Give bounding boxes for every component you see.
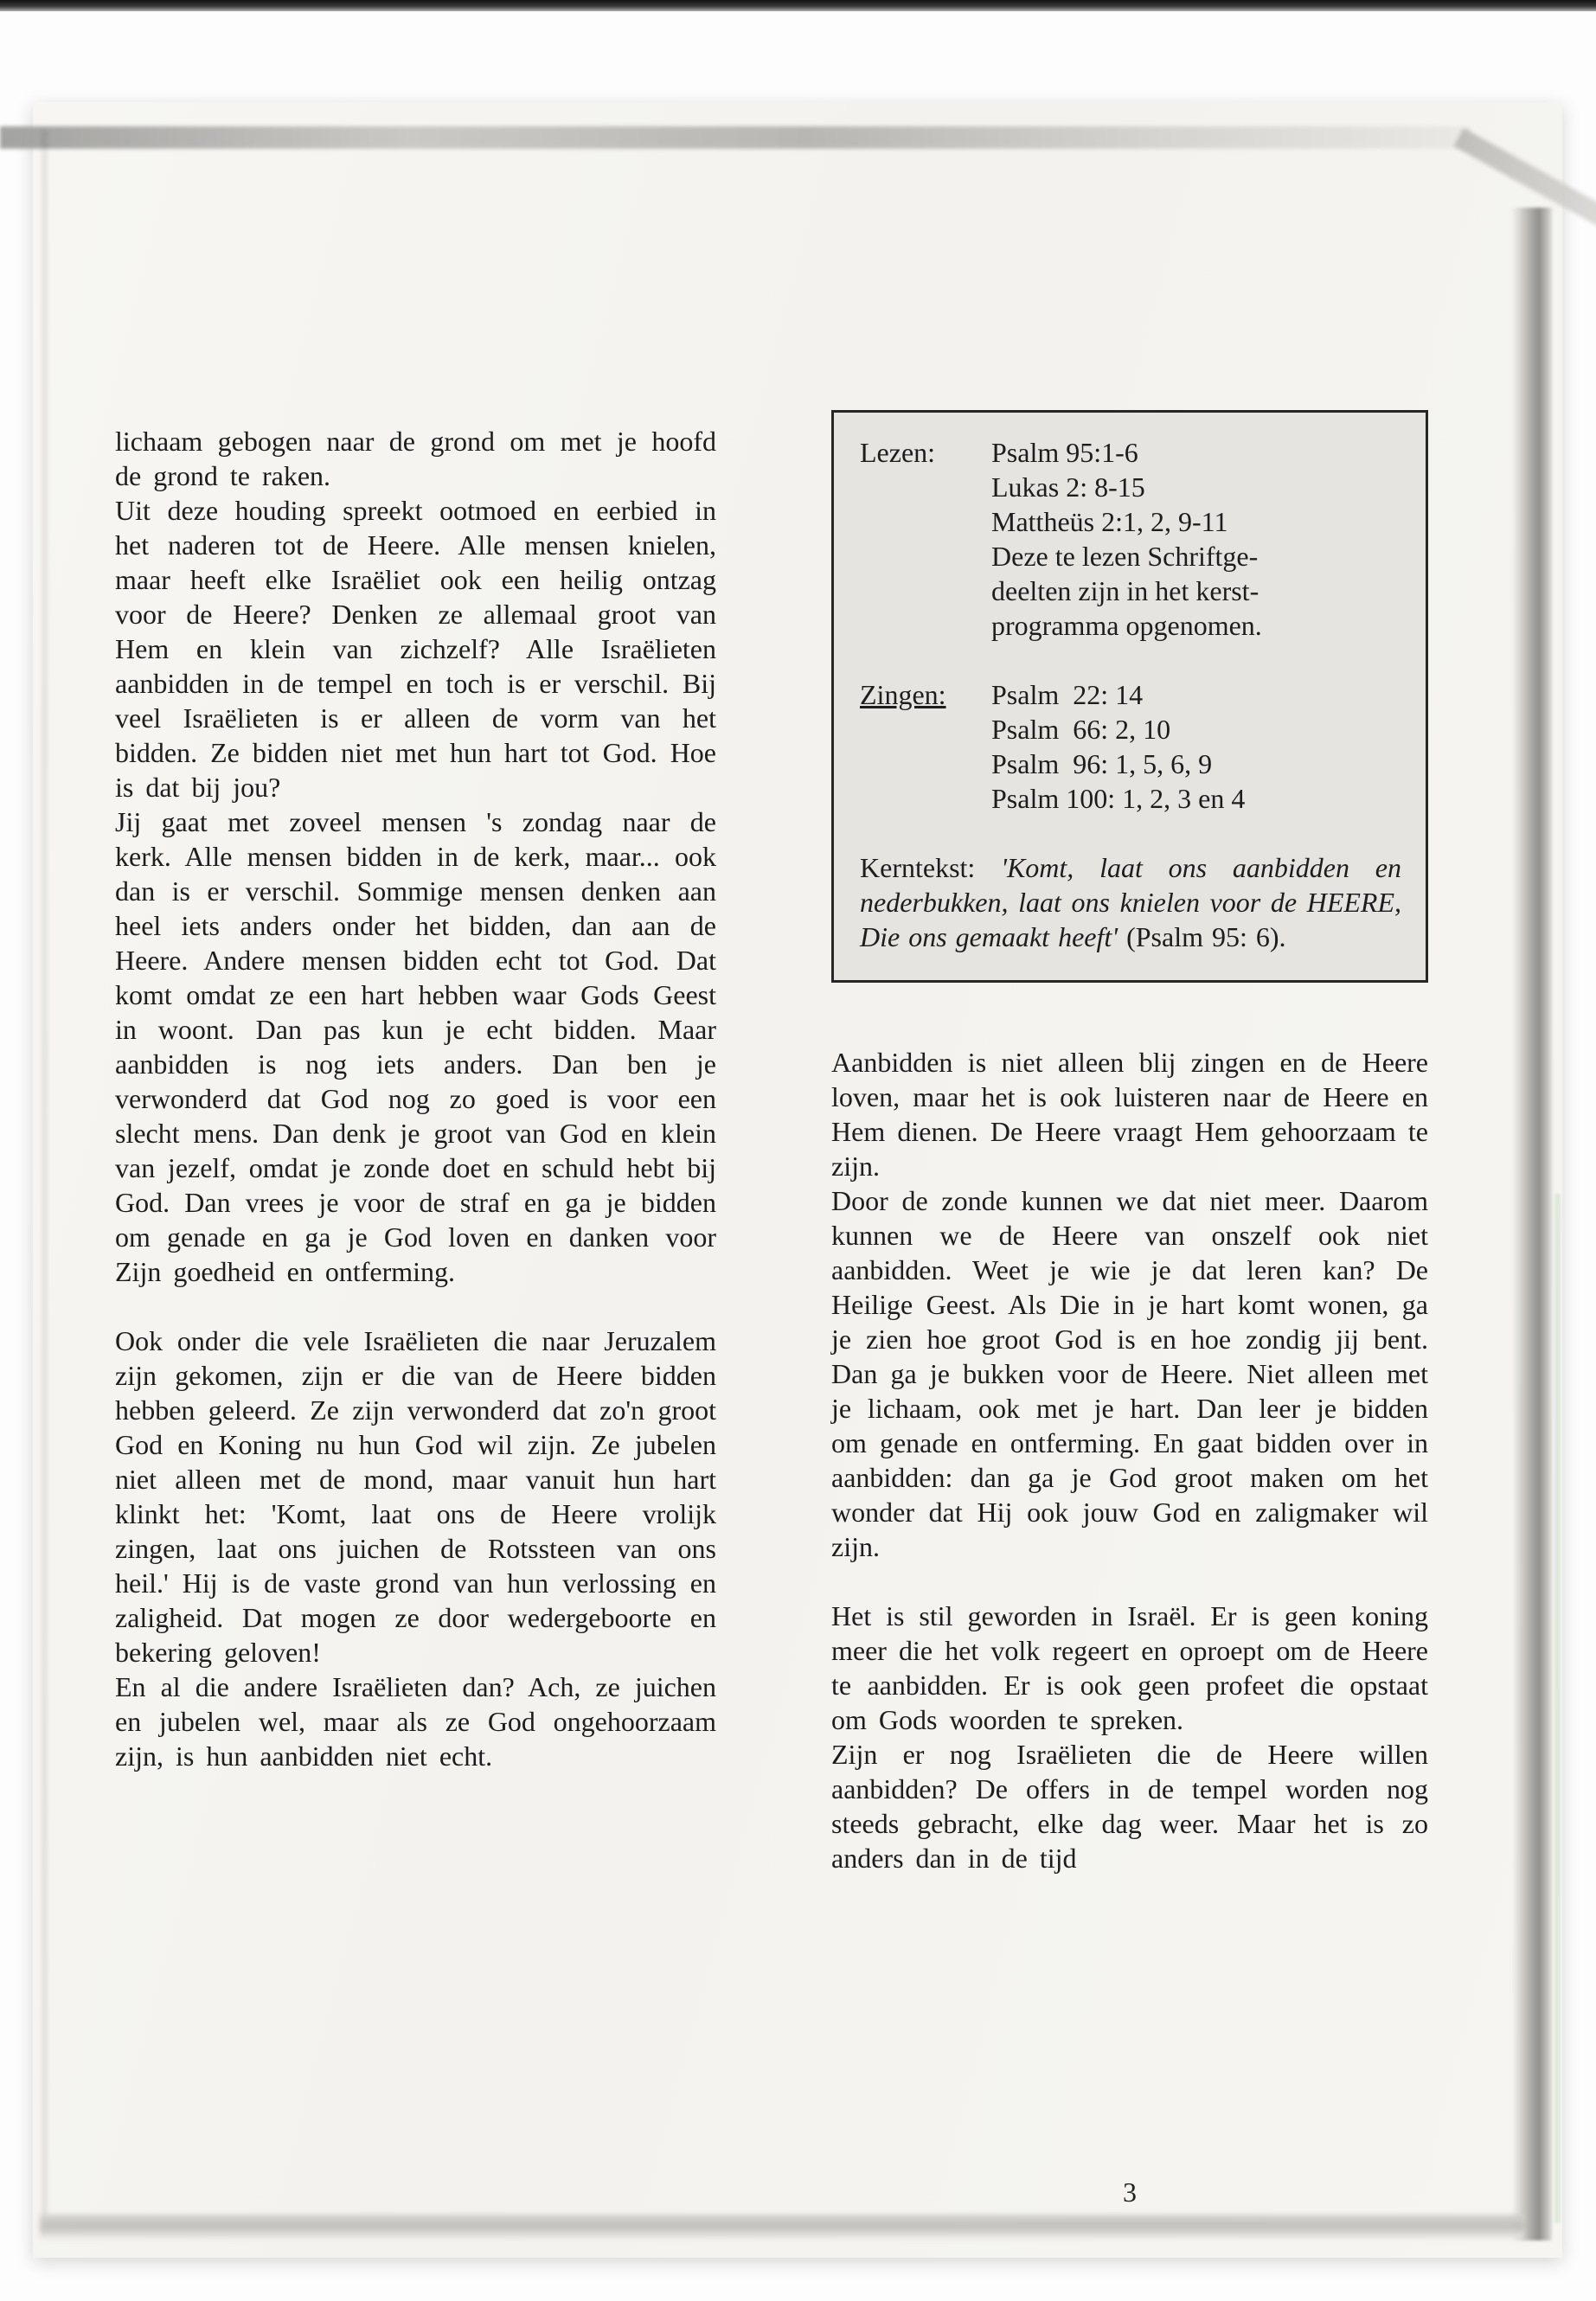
zingen-label: Zingen:	[860, 679, 946, 710]
kerntekst-label: Kerntekst:	[860, 852, 976, 883]
spacer	[860, 643, 1401, 677]
zingen-section	[860, 677, 1401, 816]
scripture-reading-box	[831, 410, 1428, 983]
zingen-item: Psalm 96: 1, 5, 6, 9	[991, 748, 1213, 779]
kerntekst-reference: (Psalm 95: 6).	[1126, 921, 1286, 952]
right-column	[831, 410, 1428, 1875]
paragraph: Het is stil geworden in Israël. Er is geen koning meer die het volk regeert en oproept om de Heere te aanbidden. Er is ook geen profeet die opstaat om Gods woorden te spreken.	[831, 1600, 1428, 1735]
kerntekst-quote: 'Komt, laat ons aanbidden en nederbukken, laat ons knielen voor de HEERE, Die ons gemaakt heeft'	[860, 852, 1401, 952]
scanner-edge-artifact-top	[0, 0, 1596, 11]
page-right-edge-artifact	[1512, 208, 1552, 2240]
page-number: 3	[1123, 2176, 1137, 2208]
paragraph: Uit deze houding spreekt ootmoed en eerbied in het naderen tot de Heere. Alle mensen knielen, maar heeft elke Israëliet ook een heilig ontzag voor de Heere? Denken ze allemaal groot van Hem en klein van zichzelf? Alle Israëlieten aanbidden in de tempel en toch is er verschil. Bij veel Israëlieten is er alleen de vorm van het bidden. Ze bidden niet met hun hart tot God. Hoe is dat bij jou?	[115, 495, 716, 803]
page-left-edge-artifact	[42, 130, 48, 2214]
paragraph: En al die andere Israëlieten dan? Ach, ze juichen en jubelen wel, maar als ze God ongehoorzaam zijn, is hun aanbidden niet echt.	[115, 1671, 716, 1772]
paragraph: Aanbidden is niet alleen blij zingen en de Heere loven, maar het is ook luisteren naar de Heere en Hem dienen. De Heere vraagt Hem gehoorzaam te zijn.	[831, 1047, 1428, 1182]
paragraph: Ook onder die vele Israëlieten die naar Jeruzalem zijn gekomen, zijn er die van de Heere bidden hebben geleerd. Ze zijn verwonderd dat zo'n groot God en Koning nu hun God wil zijn. Ze jubelen niet alleen met de mond, maar vanuit hun hart klinkt het: 'Komt, laat ons de Heere vrolijk zingen, laat ons juichen de Rotssteen van ons heil.' Hij is de vaste grond van hun verlossing en zaligheid. Dat mogen ze door wedergeboorte en bekering geloven!	[115, 1325, 716, 1668]
page-top-edge-artifact	[0, 126, 1471, 149]
page-bottom-edge-artifact	[40, 2214, 1524, 2239]
paragraph: Door de zonde kunnen we dat niet meer. Daarom kunnen we de Heere van onszelf ook niet aanbidden. Weet je wie je dat leren kan? De Heilige Geest. Als Die in je hart komt wonen, ga je zien hoe groot God is en hoe zondig jij bent. Dan ga je bukken voor de Heere. Niet alleen met je lichaam, ook met je hart. Dan leer je bidden om genade en ontferming. En gaat bidden over in aanbidden: dan ga je God groot maken om het wonder dat Hij ook jouw God en zaligmaker wil zijn.	[831, 1185, 1428, 1562]
lezen-item: Deze te lezen Schriftge-	[991, 541, 1259, 572]
left-column	[115, 424, 716, 1773]
lezen-item: programma opgenomen.	[991, 610, 1262, 641]
scanned-page	[33, 102, 1562, 2258]
spacer	[860, 816, 1401, 850]
lezen-items	[991, 435, 1401, 643]
zingen-item: Psalm 100: 1, 2, 3 en 4	[991, 783, 1246, 814]
paragraph: Jij gaat met zoveel mensen 's zondag naar de kerk. Alle mensen bidden in de kerk, maar... ook dan is er verschil. Sommige mensen denken aan heel iets anders onder het bidden, dan aan de Heere. Andere mensen bidden echt tot God. Dat komt omdat ze een hart hebben waar Gods Geest in woont. Dan pas kun je echt bidden. Maar aanbidden is nog iets anders. Dan ben je verwonderd dat God nog zo goed is voor een slecht mens. Dan denk je groot van God en klein van jezelf, omdat je zonde doet en schuld hebt bij God. Dan vrees je voor de straf en ga je bidden om genade en ga je God loven en danken voor Zijn goedheid en ontferming.	[115, 806, 716, 1287]
kerntekst-section	[860, 850, 1401, 954]
lezen-item: Psalm 95:1-6	[991, 437, 1138, 468]
zingen-item: Psalm 66: 2, 10	[991, 714, 1171, 745]
lezen-label: Lezen:	[860, 437, 936, 468]
paragraph: lichaam gebogen naar de grond om met je hoofd de grond te raken.	[115, 426, 716, 491]
lezen-item: deelten zijn in het kerst-	[991, 575, 1259, 606]
lezen-section	[860, 435, 1401, 643]
paragraph: Zijn er nog Israëlieten die de Heere willen aanbidden? De offers in de tempel worden nog steeds gebracht, elke dag weer. Maar het is zo anders dan in de tijd	[831, 1739, 1428, 1874]
lezen-item: Lukas 2: 8-15	[991, 471, 1145, 503]
zingen-item: Psalm 22: 14	[991, 679, 1144, 710]
zingen-items	[991, 677, 1401, 816]
lezen-item: Mattheüs 2:1, 2, 9-11	[991, 506, 1228, 537]
page-right-green-line-artifact	[1554, 1194, 1561, 2223]
